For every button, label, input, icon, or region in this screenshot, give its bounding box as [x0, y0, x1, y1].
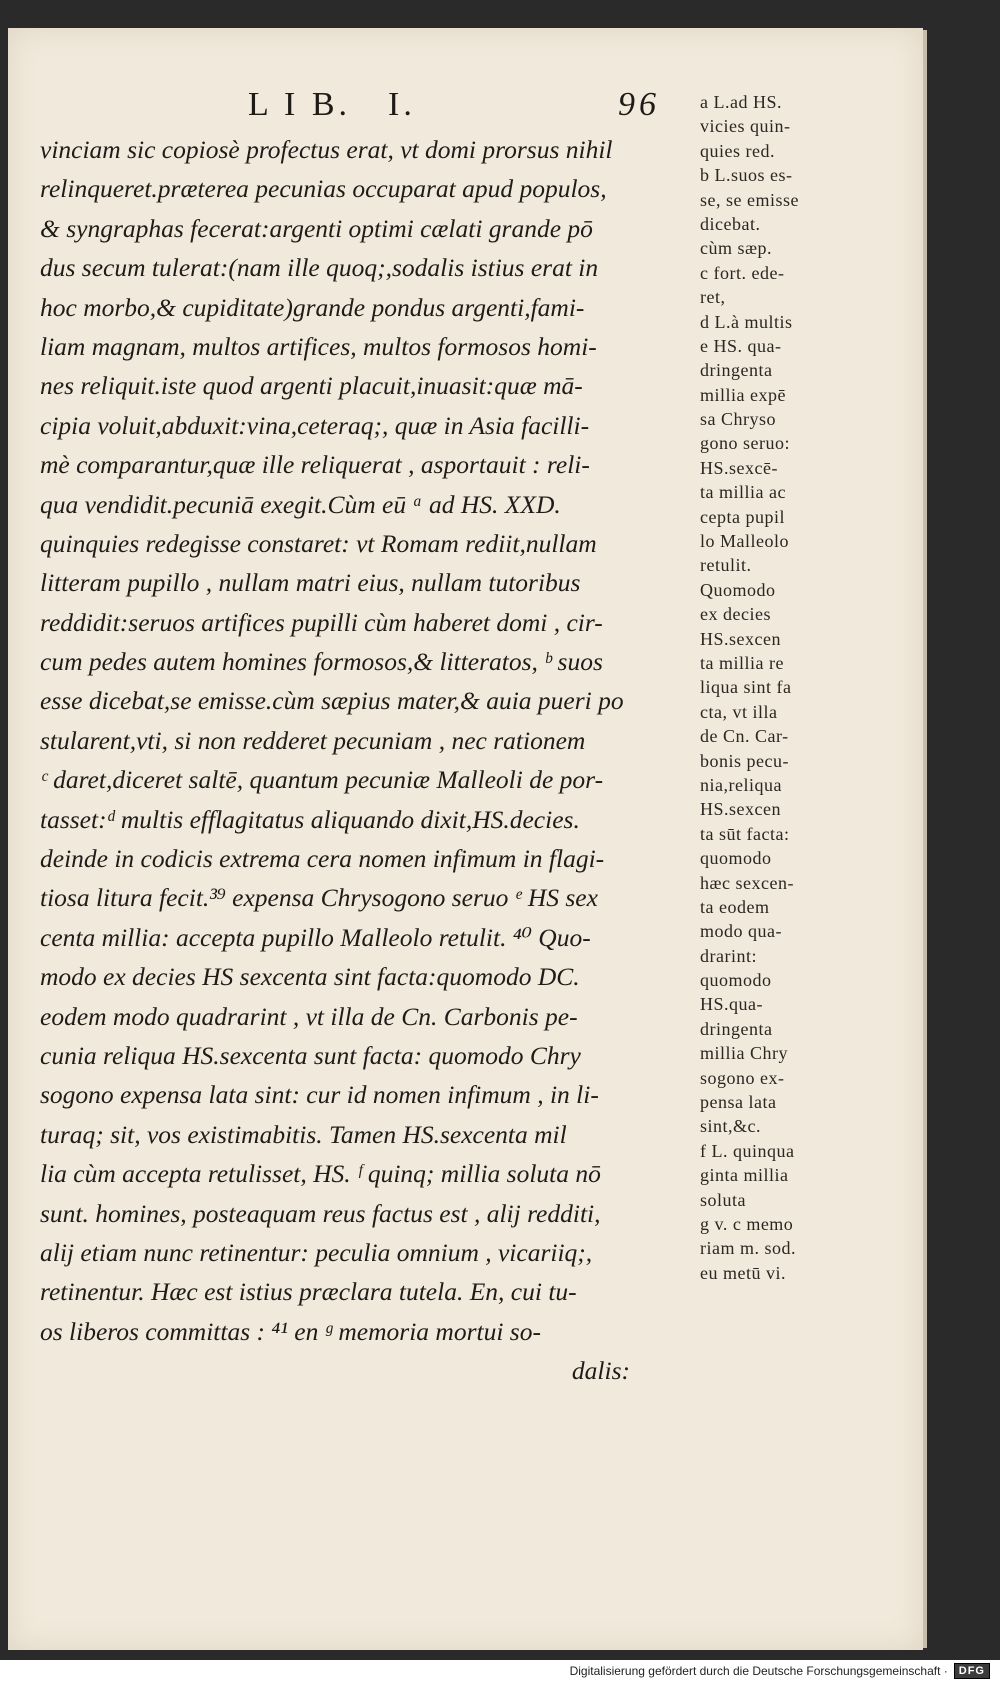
margin-note-line: a L.ad HS. [700, 92, 782, 112]
text-line: mè comparantur,quæ ille reliquerat , asportauit : reli- [40, 450, 590, 480]
margin-note-line: millia Chry [700, 1043, 788, 1064]
text-line: dus secum tulerat:(nam ille quoq;,sodalis istius erat in [40, 253, 599, 283]
margin-note-line: gono seruo: [700, 433, 790, 454]
margin-note-line: de Cn. Car- [700, 726, 789, 747]
text-line: hoc morbo,& cupiditate)grande pondus argenti,fami- [40, 292, 585, 322]
margin-note-line: millia expē [700, 384, 786, 405]
margin-note-line: f L. quinqua [700, 1140, 795, 1161]
margin-note-line: ta millia ac [700, 482, 786, 503]
margin-note-line: lo Malleolo [700, 531, 789, 552]
margin-note-line: soluta [700, 1189, 746, 1210]
marginal-notes [700, 90, 830, 1285]
margin-note-line: sint,&c. [700, 1116, 761, 1137]
page-edge [923, 30, 927, 1648]
footer-credit [570, 1661, 990, 1681]
running-head [248, 86, 668, 126]
margin-note-line: HS.qua- [700, 994, 763, 1015]
dfg-logo: DFG [954, 1663, 990, 1679]
text-line: ᶜ daret,diceret saltē, quantum pecuniæ Malleoli de por- [40, 765, 604, 795]
margin-note-line: dringenta [700, 360, 773, 381]
main-text-block [40, 130, 690, 1391]
text-line: eodem modo quadrarint , vt illa de Cn. Carbonis pe- [40, 1001, 578, 1031]
margin-note-line: nia,reliqua [700, 774, 782, 795]
margin-note-line: bonis pecu- [700, 750, 789, 771]
text-line: tiosa litura fecit.³⁹ expensa Chrysogono seruo ᵉ HS sex [40, 883, 598, 913]
footer-credit-text: Digitalisierung gefördert durch die Deutsche Forschungsgemeinschaft · [569, 1664, 948, 1678]
margin-note-line: quies red. [700, 140, 775, 161]
margin-note-line: retulit. [700, 555, 752, 576]
margin-note-line: ta eodem [700, 896, 770, 917]
margin-note-line: ex decies [700, 604, 771, 625]
text-line: dalis: [571, 1356, 630, 1386]
text-line: retinentur. Hæc est istius præclara tutela. En, cui tu- [40, 1277, 577, 1307]
margin-note-line: Quomodo [700, 579, 776, 600]
margin-note-line: sa Chryso [700, 409, 776, 430]
text-line: cum pedes autem homines formosos,& litteratos, ᵇ suos [40, 647, 603, 677]
text-line: cunia reliqua HS.sexcenta sunt facta: quomodo Chry [40, 1040, 581, 1070]
margin-note-line: HS.sexcen [700, 799, 781, 820]
text-line: qua vendidit.pecuniā exegit.Cùm eū ᵃ ad HS. XXD. [40, 489, 561, 519]
text-line: os liberos committas : ⁴¹ en ᵍ memoria mortui so- [40, 1316, 541, 1346]
running-head-lib: L I B. [248, 86, 352, 123]
margin-note-line: sogono ex- [700, 1067, 785, 1088]
text-line: vinciam sic copiosè profectus erat, vt domi prorsus nihil [40, 135, 613, 164]
margin-note-line: drarint: [700, 945, 757, 966]
text-line: centa millia: accepta pupillo Malleolo retulit. ⁴⁰ Quo- [40, 922, 591, 952]
margin-note-line: vicies quin- [700, 116, 791, 137]
margin-note-line: cepta pupil [700, 506, 785, 527]
text-line: lia cùm accepta retulisset, HS. ᶠ quinq; millia soluta nō [40, 1159, 601, 1189]
margin-note-line: e HS. qua- [700, 335, 782, 356]
margin-note-line: quomodo [700, 848, 772, 869]
margin-note-line: c fort. ede- [700, 262, 785, 283]
margin-note-line: pensa lata [700, 1092, 777, 1113]
margin-note-line: ta millia re [700, 652, 784, 673]
text-line: litteram pupillo , nullam matri eius, nullam tutoribus [40, 568, 581, 598]
margin-note-line: d L.à multis [700, 311, 793, 332]
margin-note-line: ginta millia [700, 1165, 789, 1186]
margin-note-line: modo qua- [700, 921, 782, 942]
text-line: esse dicebat,se emisse.cùm sæpius mater,& auia pueri po [40, 686, 624, 716]
text-line: sogono expensa lata sint: cur id nomen infimum , in li- [40, 1080, 599, 1110]
margin-note-line: HS.sexcē- [700, 457, 778, 478]
text-line: relinqueret.præterea pecunias occuparat apud populos, [40, 174, 607, 204]
page-number: 96 [618, 86, 660, 123]
text-line: cipia voluit,abduxit:vina,ceteraq;, quæ in Asia facilli- [40, 410, 590, 440]
text-line: turaq; sit, vos existimabitis. Tamen HS.sexcenta mil [40, 1119, 567, 1149]
margin-note-line: cta, vt illa [700, 701, 778, 722]
text-line: & syngraphas fecerat:argenti optimi cælati grande pō [40, 213, 593, 243]
margin-note-line: eu metū vi. [700, 1262, 786, 1283]
margin-note-line: b L.suos es- [700, 165, 793, 186]
text-line: stularent,vti, si non redderet pecuniam , nec rationem [40, 725, 586, 755]
text-line: tasset:ᵈ multis efflagitatus aliquando dixit,HS.decies. [40, 804, 580, 834]
margin-note-line: HS.sexcen [700, 628, 781, 649]
text-line: quinquies redegisse constaret: vt Romam rediit,nullam [40, 528, 597, 558]
margin-note-line: hæc sexcen- [700, 872, 794, 893]
margin-note-line: riam m. sod. [700, 1238, 796, 1259]
running-head-book: I. [388, 86, 416, 123]
text-line: liam magnam, multos artifices, multos formosos homi- [40, 331, 597, 361]
text-line: alij etiam nunc retinentur: peculia omnium , vicariiq;, [40, 1237, 593, 1267]
margin-note-line: g v. c memo [700, 1213, 794, 1234]
margin-note-line: dringenta [700, 1018, 773, 1039]
margin-note-line: liqua sint fa [700, 677, 792, 698]
text-line: nes reliquit.iste quod argenti placuit,inuasit:quæ mā- [40, 371, 583, 401]
text-line: reddidit:seruos artifices pupilli cùm haberet domi , cir- [40, 607, 603, 637]
text-line: deinde in codicis extrema cera nomen infimum in flagi- [40, 844, 605, 874]
margin-note-line: ret, [700, 287, 726, 308]
text-line: modo ex decies HS sexcenta sint facta:quomodo DC. [40, 962, 580, 992]
margin-note-line: cùm sæp. [700, 238, 773, 259]
margin-note-line: dicebat. [700, 213, 761, 234]
margin-note-line: ta sūt facta: [700, 823, 790, 844]
text-line: sunt. homines, posteaquam reus factus est , alij redditi, [40, 1198, 601, 1228]
margin-note-line: quomodo [700, 970, 772, 991]
margin-note-line: se, se emisse [700, 189, 799, 210]
